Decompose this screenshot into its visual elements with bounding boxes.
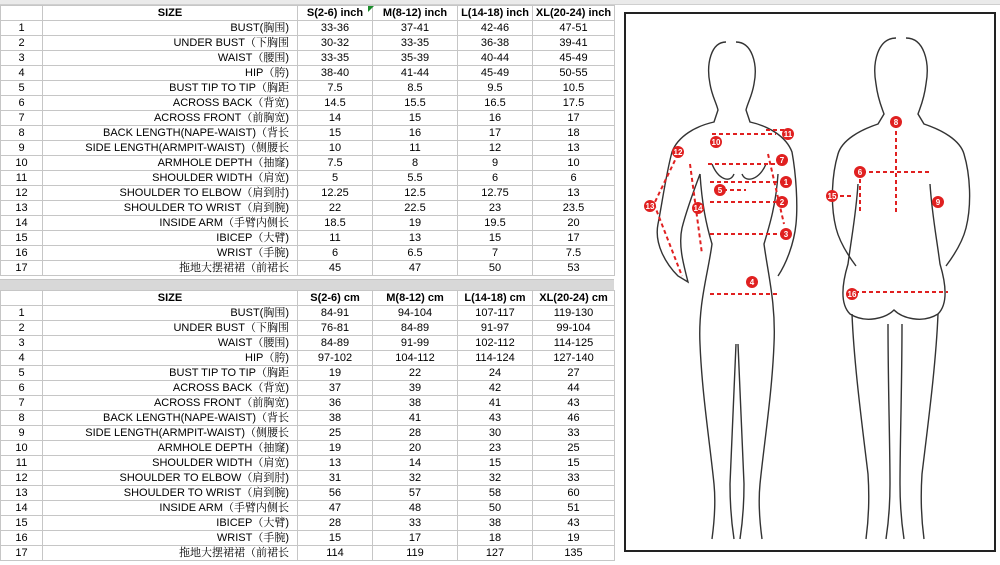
size-value-cell[interactable]: 47 xyxy=(373,261,458,276)
measurement-marker-9 xyxy=(932,196,944,208)
table-row xyxy=(1,141,615,156)
measurement-label-cell[interactable]: BACK LENGTH(NAPE-WAIST)（背长 xyxy=(43,126,298,141)
front-figure xyxy=(654,42,797,539)
table-row xyxy=(1,321,615,336)
svg-text:1: 1 xyxy=(783,178,789,187)
measurement-figure xyxy=(624,12,996,552)
measurement-label-cell[interactable]: ACROSS FRONT（前胸宽) xyxy=(43,111,298,126)
size-value-cell[interactable]: 38 xyxy=(373,396,458,411)
inch-header-cell[interactable]: S(2-6) inch xyxy=(298,6,373,21)
table-row xyxy=(1,111,615,126)
cm-header-cell[interactable]: XL(20-24) cm xyxy=(533,291,615,306)
measurement-label-cell[interactable]: WRIST（手腕) xyxy=(43,531,298,546)
row-number-cell[interactable]: 7 xyxy=(1,111,43,126)
size-value-cell[interactable]: 41 xyxy=(458,396,533,411)
size-value-cell[interactable]: 30 xyxy=(458,426,533,441)
measurement-label-cell[interactable]: BUST(胸围) xyxy=(43,306,298,321)
measurement-marker-15 xyxy=(826,190,838,202)
measurement-label-cell[interactable]: UNDER BUST（下胸围 xyxy=(43,36,298,51)
row-number-cell[interactable]: 4 xyxy=(1,66,43,81)
measurement-label-cell[interactable]: WAIST（腰围) xyxy=(43,336,298,351)
size-table-inch xyxy=(0,5,615,276)
size-value-cell[interactable]: 17 xyxy=(533,111,615,126)
measurement-label-cell[interactable]: HIP（胯) xyxy=(43,66,298,81)
size-value-cell[interactable]: 51 xyxy=(533,501,615,516)
measurement-label-cell[interactable]: SHOULDER TO WRIST（肩到腕) xyxy=(43,486,298,501)
size-value-cell[interactable]: 39-41 xyxy=(533,36,615,51)
row-number-cell[interactable]: 6 xyxy=(1,96,43,111)
size-value-cell[interactable]: 12 xyxy=(458,141,533,156)
size-value-cell[interactable]: 50 xyxy=(458,261,533,276)
size-value-cell[interactable]: 19.5 xyxy=(458,216,533,231)
table-row xyxy=(1,21,615,36)
size-value-cell[interactable]: 18.5 xyxy=(298,216,373,231)
size-value-cell[interactable]: 58 xyxy=(458,486,533,501)
row-number-cell[interactable]: 2 xyxy=(1,321,43,336)
table-row xyxy=(1,336,615,351)
measurement-marker-7 xyxy=(776,154,788,166)
size-value-cell[interactable]: 84-89 xyxy=(373,321,458,336)
table-row xyxy=(1,381,615,396)
size-value-cell[interactable]: 127-140 xyxy=(533,351,615,366)
size-value-cell[interactable]: 38-40 xyxy=(298,66,373,81)
size-value-cell[interactable]: 13 xyxy=(298,456,373,471)
table-row xyxy=(1,441,615,456)
measurement-label-cell[interactable]: ACROSS BACK（背宽) xyxy=(43,381,298,396)
size-value-cell[interactable]: 20 xyxy=(533,216,615,231)
size-value-cell[interactable]: 8.5 xyxy=(373,81,458,96)
size-value-cell[interactable]: 33-35 xyxy=(298,51,373,66)
size-value-cell[interactable]: 16 xyxy=(373,126,458,141)
measurement-label-cell[interactable]: BACK LENGTH(NAPE-WAIST)（背长 xyxy=(43,411,298,426)
size-value-cell[interactable]: 18 xyxy=(533,126,615,141)
size-value-cell[interactable]: 7.5 xyxy=(298,81,373,96)
size-value-cell[interactable]: 12.25 xyxy=(298,186,373,201)
size-value-cell[interactable]: 33 xyxy=(373,516,458,531)
inch-header-cell[interactable]: L(14-18) inch xyxy=(458,6,533,21)
size-value-cell[interactable]: 43 xyxy=(458,411,533,426)
measurement-label-cell[interactable]: WRIST（手腕) xyxy=(43,246,298,261)
size-value-cell[interactable]: 114 xyxy=(298,546,373,561)
inch-header-cell[interactable] xyxy=(1,6,43,21)
size-value-cell[interactable]: 47-51 xyxy=(533,21,615,36)
measurement-label-cell[interactable]: SHOULDER TO WRIST（肩到腕) xyxy=(43,201,298,216)
row-number-cell[interactable]: 11 xyxy=(1,171,43,186)
size-value-cell[interactable]: 22 xyxy=(298,201,373,216)
cell-comment-marker xyxy=(368,6,374,12)
svg-text:3: 3 xyxy=(783,230,789,239)
size-value-cell[interactable]: 84-89 xyxy=(298,336,373,351)
size-value-cell[interactable]: 43 xyxy=(533,516,615,531)
measurement-label-cell[interactable]: IBICEP（大臂) xyxy=(43,231,298,246)
size-value-cell[interactable]: 14.5 xyxy=(298,96,373,111)
size-value-cell[interactable]: 39 xyxy=(373,381,458,396)
size-value-cell[interactable]: 60 xyxy=(533,486,615,501)
measurement-label-cell[interactable]: UNDER BUST（下胸围 xyxy=(43,321,298,336)
size-value-cell[interactable]: 33 xyxy=(533,426,615,441)
size-value-cell[interactable]: 76-81 xyxy=(298,321,373,336)
body-outline-diagram xyxy=(626,14,994,550)
measurement-label-cell[interactable]: BUST TIP TO TIP（胸距 xyxy=(43,81,298,96)
size-value-cell[interactable]: 24 xyxy=(458,366,533,381)
size-value-cell[interactable]: 36 xyxy=(298,396,373,411)
row-number-cell[interactable]: 10 xyxy=(1,441,43,456)
size-value-cell[interactable]: 42-46 xyxy=(458,21,533,36)
size-value-cell[interactable]: 37 xyxy=(298,381,373,396)
table-row xyxy=(1,171,615,186)
row-number-cell[interactable]: 5 xyxy=(1,366,43,381)
table-row xyxy=(1,51,615,66)
table-row xyxy=(1,396,615,411)
row-number-cell[interactable]: 3 xyxy=(1,51,43,66)
row-number-cell[interactable]: 15 xyxy=(1,231,43,246)
table-row xyxy=(1,306,615,321)
size-value-cell[interactable]: 15 xyxy=(373,111,458,126)
size-value-cell[interactable]: 45-49 xyxy=(533,51,615,66)
measurement-label-cell[interactable]: HIP（胯) xyxy=(43,351,298,366)
svg-text:8: 8 xyxy=(893,118,899,127)
size-value-cell[interactable]: 33 xyxy=(533,471,615,486)
size-value-cell[interactable]: 16 xyxy=(458,111,533,126)
table-row xyxy=(1,246,615,261)
size-value-cell[interactable]: 33-36 xyxy=(298,21,373,36)
row-number-cell[interactable]: 16 xyxy=(1,246,43,261)
table-row xyxy=(1,231,615,246)
measurement-marker-10 xyxy=(710,136,722,148)
size-value-cell[interactable]: 19 xyxy=(373,216,458,231)
size-value-cell[interactable]: 114-125 xyxy=(533,336,615,351)
cm-header-row xyxy=(1,291,615,306)
size-value-cell[interactable]: 23 xyxy=(458,441,533,456)
table-row xyxy=(1,201,615,216)
svg-text:5: 5 xyxy=(717,186,723,195)
measurement-label-cell[interactable]: BUST(胸围) xyxy=(43,21,298,36)
size-value-cell[interactable]: 56 xyxy=(298,486,373,501)
table-row xyxy=(1,531,615,546)
size-value-cell[interactable]: 5 xyxy=(298,171,373,186)
measurement-marker-6 xyxy=(854,166,866,178)
size-value-cell[interactable]: 17 xyxy=(373,531,458,546)
size-value-cell[interactable]: 35-39 xyxy=(373,51,458,66)
measurement-label-cell[interactable]: WAIST（腰围) xyxy=(43,51,298,66)
measurement-marker-16 xyxy=(846,288,858,300)
size-value-cell[interactable]: 12.5 xyxy=(373,186,458,201)
size-value-cell[interactable]: 97-102 xyxy=(298,351,373,366)
inch-header-cell[interactable]: M(8-12) inch xyxy=(373,6,458,21)
svg-text:15: 15 xyxy=(827,192,837,201)
table-row xyxy=(1,351,615,366)
measurement-marker-13 xyxy=(644,200,656,212)
inch-header-cell[interactable]: SIZE xyxy=(43,6,298,21)
size-value-cell[interactable]: 14 xyxy=(298,111,373,126)
size-value-cell[interactable]: 7 xyxy=(458,246,533,261)
row-number-cell[interactable]: 14 xyxy=(1,216,43,231)
row-number-cell[interactable]: 4 xyxy=(1,351,43,366)
size-value-cell[interactable]: 6 xyxy=(458,171,533,186)
size-value-cell[interactable]: 19 xyxy=(533,531,615,546)
measurement-label-cell[interactable]: IBICEP（大臂) xyxy=(43,516,298,531)
table-row xyxy=(1,516,615,531)
measurement-label-cell[interactable]: ACROSS BACK（背宽) xyxy=(43,96,298,111)
size-value-cell[interactable]: 20 xyxy=(373,441,458,456)
measurement-label-cell[interactable]: INSIDE ARM（手臂内侧长 xyxy=(43,501,298,516)
row-number-cell[interactable]: 15 xyxy=(1,516,43,531)
size-value-cell[interactable]: 15 xyxy=(298,531,373,546)
svg-text:13: 13 xyxy=(645,202,655,211)
row-number-cell[interactable]: 5 xyxy=(1,81,43,96)
size-value-cell[interactable]: 19 xyxy=(298,366,373,381)
svg-text:7: 7 xyxy=(779,156,785,165)
table-row xyxy=(1,126,615,141)
size-value-cell[interactable]: 30-32 xyxy=(298,36,373,51)
size-value-cell[interactable]: 15.5 xyxy=(373,96,458,111)
table-row xyxy=(1,186,615,201)
size-value-cell[interactable]: 6.5 xyxy=(373,246,458,261)
size-value-cell[interactable]: 15 xyxy=(298,126,373,141)
table-row xyxy=(1,81,615,96)
size-value-cell[interactable]: 127 xyxy=(458,546,533,561)
svg-text:6: 6 xyxy=(857,168,863,177)
size-value-cell[interactable]: 13 xyxy=(533,186,615,201)
size-value-cell[interactable]: 48 xyxy=(373,501,458,516)
row-number-cell[interactable]: 11 xyxy=(1,456,43,471)
measurement-marker-14 xyxy=(692,202,704,214)
measurement-label-cell[interactable]: SHOULDER TO ELBOW（肩到肘) xyxy=(43,186,298,201)
size-value-cell[interactable]: 27 xyxy=(533,366,615,381)
size-value-cell[interactable]: 91-97 xyxy=(458,321,533,336)
svg-text:2: 2 xyxy=(779,198,785,207)
size-value-cell[interactable]: 6 xyxy=(533,171,615,186)
row-number-cell[interactable]: 17 xyxy=(1,546,43,561)
table-row xyxy=(1,411,615,426)
size-value-cell[interactable]: 28 xyxy=(373,426,458,441)
size-value-cell[interactable]: 9.5 xyxy=(458,81,533,96)
size-value-cell[interactable]: 6 xyxy=(298,246,373,261)
size-value-cell[interactable]: 10.5 xyxy=(533,81,615,96)
svg-text:4: 4 xyxy=(749,278,755,287)
measurement-label-cell[interactable]: 拖地大摆裙裙（前裙长 xyxy=(43,261,298,276)
table-row xyxy=(1,156,615,171)
size-value-cell[interactable]: 15 xyxy=(533,456,615,471)
measurement-marker-4 xyxy=(746,276,758,288)
size-value-cell[interactable]: 114-124 xyxy=(458,351,533,366)
row-number-cell[interactable]: 12 xyxy=(1,471,43,486)
table-row xyxy=(1,426,615,441)
size-value-cell[interactable]: 104-112 xyxy=(373,351,458,366)
row-number-cell[interactable]: 12 xyxy=(1,186,43,201)
inch-header-row xyxy=(1,6,615,21)
size-value-cell[interactable]: 41 xyxy=(373,411,458,426)
table-row xyxy=(1,261,615,276)
size-value-cell[interactable]: 17 xyxy=(458,126,533,141)
size-value-cell[interactable]: 10 xyxy=(533,156,615,171)
measurement-label-cell[interactable]: SHOULDER TO ELBOW（肩到肘) xyxy=(43,471,298,486)
size-value-cell[interactable]: 57 xyxy=(373,486,458,501)
size-value-cell[interactable]: 36-38 xyxy=(458,36,533,51)
row-number-cell[interactable]: 7 xyxy=(1,396,43,411)
size-value-cell[interactable]: 17.5 xyxy=(533,96,615,111)
size-value-cell[interactable]: 107-117 xyxy=(458,306,533,321)
size-value-cell[interactable]: 47 xyxy=(298,501,373,516)
row-number-cell[interactable]: 10 xyxy=(1,156,43,171)
size-value-cell[interactable]: 15 xyxy=(458,231,533,246)
row-number-cell[interactable]: 2 xyxy=(1,36,43,51)
measurement-marker-11 xyxy=(782,128,794,140)
size-value-cell[interactable]: 13 xyxy=(373,231,458,246)
size-value-cell[interactable]: 22.5 xyxy=(373,201,458,216)
size-value-cell[interactable]: 40-44 xyxy=(458,51,533,66)
size-value-cell[interactable]: 102-112 xyxy=(458,336,533,351)
row-number-cell[interactable]: 13 xyxy=(1,486,43,501)
svg-text:10: 10 xyxy=(711,138,721,147)
svg-text:11: 11 xyxy=(783,130,793,139)
size-value-cell[interactable]: 94-104 xyxy=(373,306,458,321)
measurement-label-cell[interactable]: SIDE LENGTH(ARMPIT-WAIST)（侧腰长 xyxy=(43,141,298,156)
size-value-cell[interactable]: 46 xyxy=(533,411,615,426)
row-number-cell[interactable]: 1 xyxy=(1,306,43,321)
size-value-cell[interactable]: 44 xyxy=(533,381,615,396)
size-value-cell[interactable]: 38 xyxy=(298,411,373,426)
cm-header-cell[interactable]: M(8-12) cm xyxy=(373,291,458,306)
measurement-marker-12 xyxy=(672,146,684,158)
measurement-marker-8 xyxy=(890,116,902,128)
cm-header-cell[interactable]: S(2-6) cm xyxy=(298,291,373,306)
cm-header-cell[interactable] xyxy=(1,291,43,306)
size-value-cell[interactable]: 53 xyxy=(533,261,615,276)
size-value-cell[interactable]: 11 xyxy=(298,231,373,246)
size-value-cell[interactable]: 7.5 xyxy=(298,156,373,171)
size-value-cell[interactable]: 25 xyxy=(533,441,615,456)
table-row xyxy=(1,501,615,516)
size-value-cell[interactable]: 38 xyxy=(458,516,533,531)
inch-header-cell[interactable]: XL(20-24) inch xyxy=(533,6,615,21)
row-number-cell[interactable]: 1 xyxy=(1,21,43,36)
table-row xyxy=(1,36,615,51)
measurement-label-cell[interactable]: SIDE LENGTH(ARMPIT-WAIST)（侧腰长 xyxy=(43,426,298,441)
size-value-cell[interactable]: 13 xyxy=(533,141,615,156)
size-value-cell[interactable]: 37-41 xyxy=(373,21,458,36)
table-row xyxy=(1,366,615,381)
size-value-cell[interactable]: 8 xyxy=(373,156,458,171)
size-value-cell[interactable]: 12.75 xyxy=(458,186,533,201)
measurement-marker-3 xyxy=(780,228,792,240)
measurement-marker-1 xyxy=(780,176,792,188)
size-value-cell[interactable]: 50 xyxy=(458,501,533,516)
row-number-cell[interactable]: 14 xyxy=(1,501,43,516)
size-value-cell[interactable]: 45 xyxy=(298,261,373,276)
measurement-label-cell[interactable]: ARMHOLE DEPTH（抽窿) xyxy=(43,441,298,456)
size-value-cell[interactable]: 14 xyxy=(373,456,458,471)
svg-text:14: 14 xyxy=(693,204,703,213)
row-number-cell[interactable]: 3 xyxy=(1,336,43,351)
size-value-cell[interactable]: 99-104 xyxy=(533,321,615,336)
size-value-cell[interactable]: 45-49 xyxy=(458,66,533,81)
size-value-cell[interactable]: 5.5 xyxy=(373,171,458,186)
size-value-cell[interactable]: 18 xyxy=(458,531,533,546)
row-number-cell[interactable]: 17 xyxy=(1,261,43,276)
size-value-cell[interactable]: 9 xyxy=(458,156,533,171)
size-value-cell[interactable]: 33-35 xyxy=(373,36,458,51)
row-number-cell[interactable]: 8 xyxy=(1,126,43,141)
size-value-cell[interactable]: 43 xyxy=(533,396,615,411)
measurement-marker-5 xyxy=(714,184,726,196)
measurement-label-cell[interactable]: 拖地大摆裙裙（前裙长 xyxy=(43,546,298,561)
svg-text:16: 16 xyxy=(847,290,857,299)
size-value-cell[interactable]: 32 xyxy=(373,471,458,486)
measurement-label-cell[interactable]: ARMHOLE DEPTH（抽窿) xyxy=(43,156,298,171)
size-value-cell[interactable]: 119 xyxy=(373,546,458,561)
size-value-cell[interactable]: 91-99 xyxy=(373,336,458,351)
size-value-cell[interactable]: 11 xyxy=(373,141,458,156)
size-value-cell[interactable]: 84-91 xyxy=(298,306,373,321)
size-value-cell[interactable]: 41-44 xyxy=(373,66,458,81)
cm-header-cell[interactable]: SIZE xyxy=(43,291,298,306)
size-value-cell[interactable]: 19 xyxy=(298,441,373,456)
table-row xyxy=(1,546,615,561)
row-number-cell[interactable]: 9 xyxy=(1,426,43,441)
table-row xyxy=(1,66,615,81)
row-number-cell[interactable]: 13 xyxy=(1,201,43,216)
measurement-label-cell[interactable]: INSIDE ARM（手臂内侧长 xyxy=(43,216,298,231)
table-row xyxy=(1,471,615,486)
size-value-cell[interactable]: 23.5 xyxy=(533,201,615,216)
size-value-cell[interactable]: 15 xyxy=(458,456,533,471)
size-value-cell[interactable]: 16.5 xyxy=(458,96,533,111)
svg-text:12: 12 xyxy=(673,148,683,157)
table-row xyxy=(1,216,615,231)
svg-text:9: 9 xyxy=(935,198,941,207)
measurement-label-cell[interactable]: SHOULDER WIDTH（肩宽) xyxy=(43,456,298,471)
size-value-cell[interactable]: 23 xyxy=(458,201,533,216)
size-value-cell[interactable]: 22 xyxy=(373,366,458,381)
table-row xyxy=(1,96,615,111)
measurement-label-cell[interactable]: SHOULDER WIDTH（肩宽) xyxy=(43,171,298,186)
row-number-cell[interactable]: 6 xyxy=(1,381,43,396)
measurement-label-cell[interactable]: BUST TIP TO TIP（胸距 xyxy=(43,366,298,381)
size-value-cell[interactable]: 50-55 xyxy=(533,66,615,81)
measurement-marker-2 xyxy=(776,196,788,208)
measurement-label-cell[interactable]: ACROSS FRONT（前胸宽) xyxy=(43,396,298,411)
size-value-cell[interactable]: 28 xyxy=(298,516,373,531)
size-value-cell[interactable]: 42 xyxy=(458,381,533,396)
size-value-cell[interactable]: 31 xyxy=(298,471,373,486)
table-row xyxy=(1,486,615,501)
size-value-cell[interactable]: 135 xyxy=(533,546,615,561)
size-value-cell[interactable]: 17 xyxy=(533,231,615,246)
row-number-cell[interactable]: 9 xyxy=(1,141,43,156)
marker-group xyxy=(644,116,944,300)
row-number-cell[interactable]: 16 xyxy=(1,531,43,546)
table-row xyxy=(1,456,615,471)
row-number-cell[interactable]: 8 xyxy=(1,411,43,426)
size-value-cell[interactable]: 10 xyxy=(298,141,373,156)
size-value-cell[interactable]: 32 xyxy=(458,471,533,486)
cm-header-cell[interactable]: L(14-18) cm xyxy=(458,291,533,306)
size-value-cell[interactable]: 7.5 xyxy=(533,246,615,261)
size-value-cell[interactable]: 25 xyxy=(298,426,373,441)
size-value-cell[interactable]: 119-130 xyxy=(533,306,615,321)
size-table-cm xyxy=(0,290,615,561)
